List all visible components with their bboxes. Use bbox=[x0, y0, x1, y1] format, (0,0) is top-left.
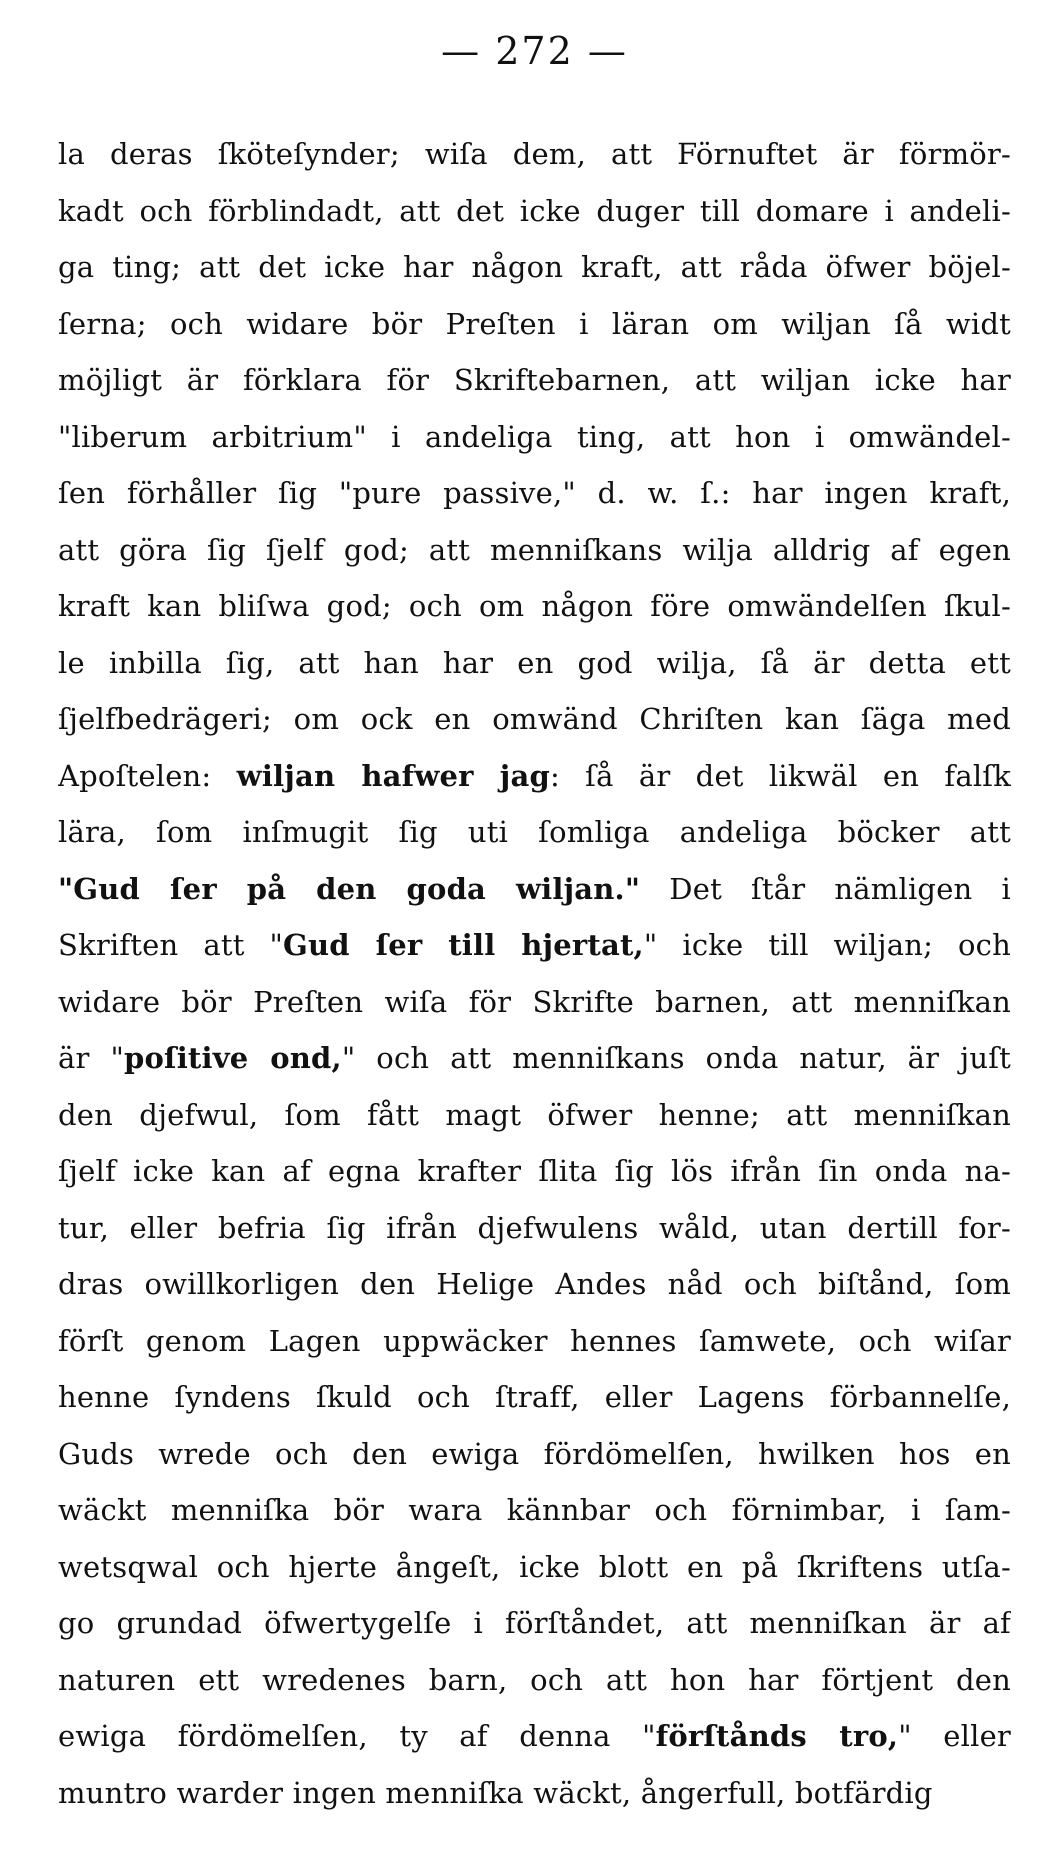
text-segment: wäckt menniſka bör wara kännbar och förnimbar, i ſam- bbox=[58, 1493, 1011, 1527]
text-segment: att göra ſig ſjelf god; att menniſkans wilja alldrig af egen bbox=[58, 532, 1011, 567]
text-segment: förſt genom Lagen uppwäcker hennes ſamwete, och wiſar bbox=[58, 1323, 1011, 1358]
text-line bbox=[58, 1030, 1011, 1087]
text-segment: " och att menniſkans onda natur, är juſt bbox=[341, 1041, 1011, 1075]
text-line bbox=[58, 917, 1011, 974]
text-segment: ſen förhåller ſig "pure passive," d. w. ſ.: har ingen kraft, bbox=[58, 476, 1011, 510]
text-line bbox=[58, 1200, 1011, 1257]
text-line bbox=[58, 352, 1011, 409]
text-segment: henne ſyndens ſkuld och ſtraff, eller Lagens förbannelſe, bbox=[58, 1380, 1011, 1414]
text-segment: Det ſtår nämligen i bbox=[640, 871, 1011, 906]
text-line bbox=[58, 1426, 1011, 1483]
text-segment: wetsqwal och hjerte ångeſt, icke blott en på ſkriftens utſa- bbox=[58, 1549, 1011, 1584]
text-segment: ewiga fördömelſen, ty af denna " bbox=[58, 1719, 656, 1753]
text-segment: " eller bbox=[898, 1719, 1011, 1753]
text-segment: " icke till wiljan; och bbox=[643, 928, 1011, 962]
text-line bbox=[58, 522, 1011, 579]
text-line bbox=[58, 465, 1011, 522]
text-line bbox=[58, 183, 1011, 240]
text-line bbox=[58, 409, 1011, 466]
text-line bbox=[58, 1708, 1011, 1765]
text-line bbox=[58, 1143, 1011, 1200]
text-segment: go grundad öfwertygelſe i förſtåndet, att menniſkan är af bbox=[58, 1606, 1011, 1640]
text-segment: möjligt är förklara för Skriftebarnen, att wiljan icke har bbox=[58, 363, 1011, 397]
text-segment: ſjelfbedrägeri; om ock en omwänd Chriſten kan ſäga med bbox=[58, 702, 1011, 736]
text-segment: ſjelf icke kan af egna krafter ſlita ſig lös ifrån ſin onda na- bbox=[58, 1154, 1011, 1188]
text-line bbox=[58, 578, 1011, 635]
text-segment: la deras ſköteſynder; wiſa dem, att Förnuftet är förmör- bbox=[58, 137, 1011, 171]
text-line bbox=[58, 296, 1011, 353]
bold-text-segment: förſtånds tro, bbox=[655, 1719, 899, 1753]
bold-text-segment: wiljan hafwer jag bbox=[236, 758, 550, 793]
text-segment: ga ting; att det icke har någon kraft, att råda öfwer böjel- bbox=[58, 250, 1011, 284]
text-segment: lära, ſom inſmugit ſig uti ſomliga andeliga böcker att bbox=[58, 815, 1011, 849]
text-line bbox=[58, 804, 1011, 861]
text-line bbox=[58, 1369, 1011, 1426]
text-segment: Skriften att " bbox=[58, 928, 284, 962]
text-segment: dras owillkorligen den Helige Andes nåd och biſtånd, ſom bbox=[58, 1267, 1011, 1301]
text-segment: ſerna; och widare bör Preſten i läran om wiljan ſå widt bbox=[58, 306, 1011, 341]
text-segment: widare bör Preſten wiſa för Skrifte barnen, att menniſkan bbox=[58, 984, 1011, 1019]
text-line bbox=[58, 691, 1011, 748]
bold-text-segment: Gud ſer till hjertat, bbox=[283, 928, 644, 962]
text-segment: Apoſtelen: bbox=[58, 758, 237, 793]
text-segment: muntro warder ingen menniſka wäckt, ångerfull, botfärdig bbox=[58, 1775, 933, 1810]
text-line bbox=[58, 635, 1011, 692]
text-segment: kadt och förblindadt, att det icke duger till domare i andeli- bbox=[58, 193, 1011, 228]
text-line bbox=[58, 1539, 1011, 1596]
text-line bbox=[58, 239, 1011, 296]
text-line bbox=[58, 1482, 1011, 1539]
body-text bbox=[58, 126, 1011, 1821]
text-segment: kraft kan bliſwa god; och om någon före omwändelſen ſkul- bbox=[58, 589, 1011, 623]
page-number: — 272 — bbox=[441, 29, 628, 73]
text-segment: tur, eller befria ſig ifrån djefwulens wåld, utan dertill for- bbox=[58, 1210, 1011, 1245]
text-line bbox=[58, 974, 1011, 1031]
text-line bbox=[58, 1652, 1011, 1709]
text-line bbox=[58, 1765, 1011, 1822]
text-line bbox=[58, 126, 1011, 183]
bold-text-segment: "Gud ſer på den goda wiljan." bbox=[58, 871, 641, 906]
text-segment: den djefwul, ſom fått magt öfwer henne; att menniſkan bbox=[58, 1097, 1011, 1132]
bold-text-segment: poſitive ond, bbox=[124, 1041, 342, 1075]
text-segment: le inbilla ſig, att han har en god wilja, ſå är detta ett bbox=[58, 645, 1011, 680]
text-line bbox=[58, 1256, 1011, 1313]
text-line bbox=[58, 861, 1011, 918]
text-line bbox=[58, 1313, 1011, 1370]
text-segment: är " bbox=[58, 1041, 125, 1075]
text-segment: "liberum arbitrium" i andeliga ting, att hon i omwändel- bbox=[58, 419, 1011, 454]
text-segment: : ſå är det likwäl en falſk bbox=[549, 758, 1011, 793]
text-segment: Guds wrede och den ewiga fördömelſen, hwilken hos en bbox=[58, 1436, 1011, 1471]
text-line bbox=[58, 1595, 1011, 1652]
text-line bbox=[58, 1087, 1011, 1144]
text-segment: naturen ett wredenes barn, och att hon har förtjent den bbox=[58, 1662, 1011, 1697]
text-line bbox=[58, 748, 1011, 805]
